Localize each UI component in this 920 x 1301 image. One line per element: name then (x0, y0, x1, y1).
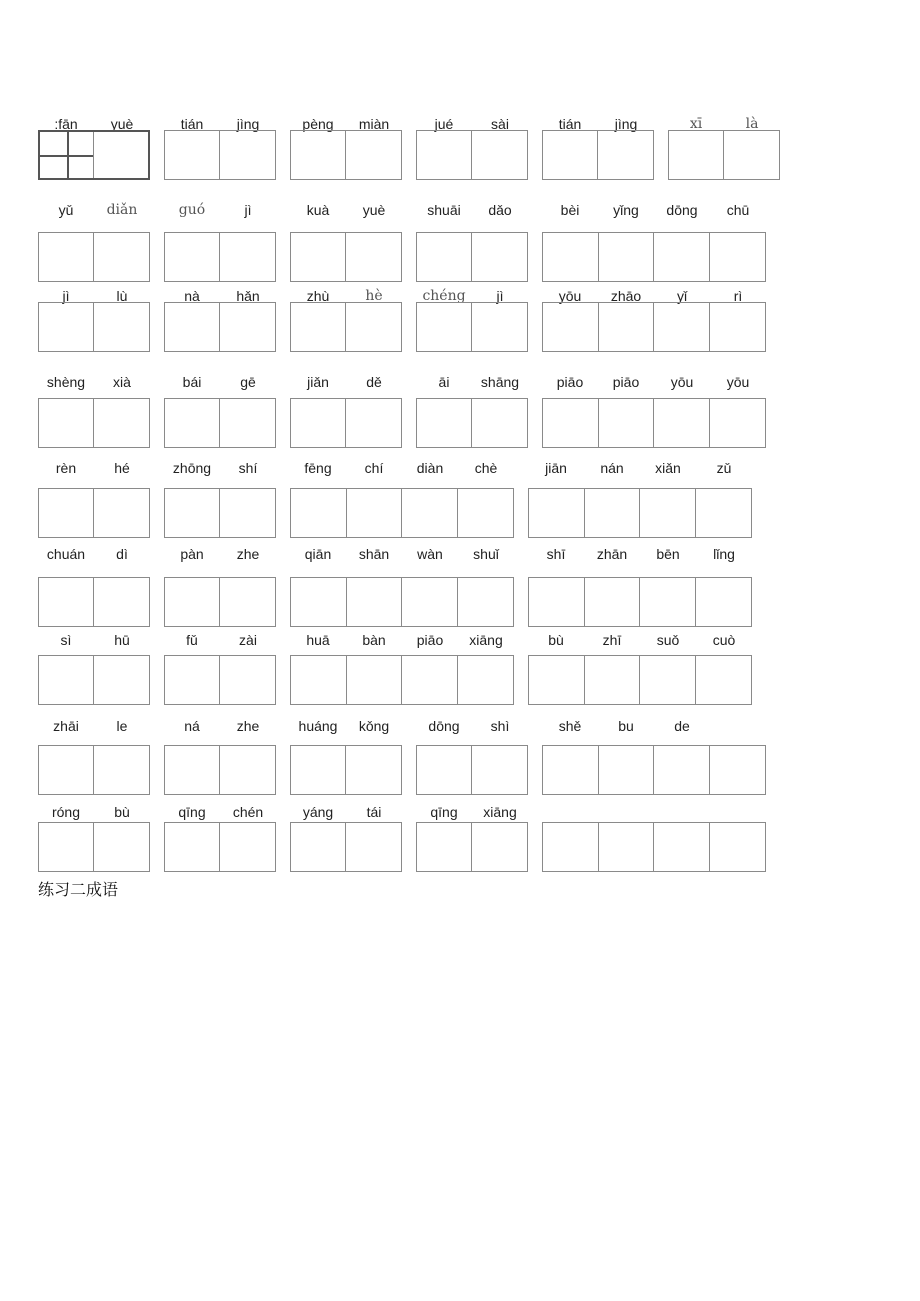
pinyin-label: huáng (298, 718, 338, 734)
character-box-group (164, 577, 276, 627)
character-cell[interactable] (291, 578, 347, 626)
character-cell[interactable] (543, 823, 599, 871)
character-cell[interactable] (710, 746, 766, 794)
character-cell[interactable] (165, 578, 220, 626)
character-cell[interactable] (402, 578, 458, 626)
pinyin-label: qīng (178, 804, 206, 820)
pinyin-label: cuò (712, 632, 736, 648)
pinyin-label: qīng (430, 804, 458, 820)
pinyin-label: fēng (304, 460, 332, 476)
character-cell[interactable] (710, 823, 766, 871)
pinyin-label: dǎo (488, 202, 512, 218)
character-cell[interactable] (94, 823, 149, 871)
character-box-group (528, 488, 752, 538)
character-box-group (38, 130, 150, 180)
pinyin-label: piāo (416, 632, 444, 648)
character-cell[interactable] (417, 399, 472, 447)
pinyin-label: xiāng (469, 632, 503, 648)
pinyin-label: shān (358, 546, 390, 562)
character-cell[interactable] (220, 656, 275, 704)
character-cell[interactable] (220, 233, 275, 281)
character-cell[interactable] (640, 656, 696, 704)
character-cell[interactable] (585, 489, 641, 537)
pinyin-label: shì (490, 718, 510, 734)
character-cell[interactable] (669, 131, 724, 179)
character-box-group (38, 398, 150, 448)
pinyin-label: shuāi (427, 202, 461, 218)
pinyin-label: pàn (180, 546, 204, 562)
pinyin-label: miàn (358, 116, 390, 132)
character-cell[interactable] (39, 303, 94, 351)
character-cell[interactable] (291, 656, 347, 704)
pinyin-label: shí (238, 460, 258, 476)
character-cell[interactable] (654, 746, 710, 794)
character-box-group (542, 398, 766, 448)
character-cell[interactable] (94, 132, 148, 178)
character-cell[interactable] (346, 303, 401, 351)
pinyin-label: bù (548, 632, 564, 648)
character-cell[interactable] (472, 303, 527, 351)
character-cell[interactable] (165, 656, 220, 704)
pinyin-label: zhī (602, 632, 622, 648)
character-cell[interactable] (402, 656, 458, 704)
character-cell[interactable] (585, 656, 641, 704)
character-box-group (38, 488, 150, 538)
pinyin-label: yǐng (613, 202, 639, 218)
character-cell[interactable] (39, 578, 94, 626)
character-cell[interactable] (291, 489, 347, 537)
character-box-group (542, 130, 654, 180)
pinyin-label: yuè (110, 116, 134, 132)
character-cell[interactable] (220, 578, 275, 626)
pinyin-label: diàn (416, 460, 444, 476)
character-cell[interactable] (585, 578, 641, 626)
character-cell[interactable] (94, 746, 149, 794)
pinyin-label: dì (116, 546, 128, 562)
character-cell[interactable] (640, 578, 696, 626)
character-cell[interactable] (165, 823, 220, 871)
pinyin-label: hè (365, 288, 383, 304)
pinyin-label: yōu (670, 374, 694, 390)
pinyin-label: tái (366, 804, 382, 820)
pinyin-label: chén (232, 804, 264, 820)
character-cell[interactable] (346, 746, 401, 794)
pinyin-label: tián (558, 116, 582, 132)
pinyin-label: lù (116, 288, 128, 304)
pinyin-label: jiǎn (307, 374, 329, 390)
character-cell[interactable] (291, 399, 346, 447)
pinyin-label: yōu (726, 374, 750, 390)
pinyin-label: xiāng (483, 804, 517, 820)
pinyin-label: zhe (236, 546, 260, 562)
character-box-group (416, 822, 528, 872)
character-cell[interactable] (543, 746, 599, 794)
character-cell[interactable] (529, 656, 585, 704)
pinyin-label: hū (114, 632, 130, 648)
pinyin-label: piāo (556, 374, 584, 390)
pinyin-label: gē (240, 374, 256, 390)
character-box-group (38, 822, 150, 872)
character-cell[interactable] (696, 656, 752, 704)
character-cell[interactable] (94, 489, 149, 537)
pinyin-label: bèi (560, 202, 580, 218)
character-cell[interactable] (710, 233, 766, 281)
character-cell[interactable] (346, 823, 401, 871)
character-cell[interactable] (165, 233, 220, 281)
character-cell[interactable] (543, 303, 599, 351)
pinyin-label: zài (239, 632, 257, 648)
character-cell[interactable] (39, 233, 94, 281)
pinyin-label: nán (600, 460, 624, 476)
character-box-group (38, 232, 150, 282)
pinyin-label: kǒng (358, 718, 390, 734)
pinyin-label: xī (689, 116, 703, 132)
character-box-group (542, 822, 766, 872)
character-cell[interactable] (346, 131, 401, 179)
character-box-group (290, 745, 402, 795)
character-cell[interactable] (599, 303, 655, 351)
character-cell[interactable] (402, 489, 458, 537)
character-box-group (528, 577, 752, 627)
pinyin-label: zhāi (53, 718, 79, 734)
character-box-group (38, 577, 150, 627)
pinyin-label: chè (474, 460, 498, 476)
character-cell[interactable] (417, 746, 472, 794)
character-cell[interactable] (291, 303, 346, 351)
pinyin-label: bàn (362, 632, 386, 648)
character-cell[interactable] (94, 303, 149, 351)
pinyin-label: hǎn (236, 288, 260, 304)
pinyin-label: lǐng (713, 546, 735, 562)
character-cell[interactable] (417, 823, 472, 871)
character-cell[interactable] (347, 656, 403, 704)
character-box-group (290, 822, 402, 872)
pinyin-label: dōng (428, 718, 460, 734)
character-cell[interactable] (220, 489, 275, 537)
pinyin-label: sì (60, 632, 72, 648)
character-box-group (38, 655, 150, 705)
character-cell[interactable] (291, 823, 346, 871)
pinyin-label: qiān (304, 546, 332, 562)
pinyin-label: chuán (46, 546, 86, 562)
pinyin-label: :fān (54, 116, 78, 132)
character-cell[interactable] (39, 656, 94, 704)
pinyin-label: shě (558, 718, 582, 734)
character-cell[interactable] (529, 578, 585, 626)
character-cell[interactable] (696, 578, 752, 626)
pinyin-label: jiān (545, 460, 567, 476)
pinyin-label: zhù (306, 288, 330, 304)
character-box-group (290, 232, 402, 282)
character-cell[interactable] (543, 233, 599, 281)
character-cell[interactable] (165, 131, 220, 179)
character-cell[interactable] (654, 233, 710, 281)
character-cell[interactable] (39, 489, 94, 537)
character-cell[interactable] (291, 746, 346, 794)
pinyin-label: jì (244, 202, 252, 218)
character-box-group (290, 302, 402, 352)
character-cell[interactable] (220, 823, 275, 871)
character-cell[interactable] (220, 399, 275, 447)
character-cell[interactable] (165, 399, 220, 447)
character-box-group (164, 302, 276, 352)
pinyin-label: huā (306, 632, 330, 648)
pinyin-label: chū (726, 202, 750, 218)
pinyin-label: shuǐ (473, 546, 499, 562)
character-cell[interactable] (291, 233, 346, 281)
pinyin-label: zhe (236, 718, 260, 734)
character-box-group (164, 745, 276, 795)
pinyin-label: tián (180, 116, 204, 132)
pinyin-label: bái (182, 374, 202, 390)
character-box-group (164, 130, 276, 180)
pinyin-label: zhāo (610, 288, 642, 304)
character-box-group (290, 577, 514, 627)
character-cell[interactable] (472, 233, 527, 281)
pinyin-label: zhān (596, 546, 628, 562)
character-cell[interactable] (417, 303, 472, 351)
pinyin-label: ná (184, 718, 200, 734)
pinyin-label: jìng (236, 116, 260, 132)
character-cell[interactable] (472, 746, 527, 794)
character-cell[interactable] (598, 131, 653, 179)
character-box-group (542, 745, 766, 795)
character-box-group (164, 655, 276, 705)
character-box-group (542, 232, 766, 282)
pinyin-label: sài (491, 116, 509, 132)
character-box-group (416, 745, 528, 795)
pinyin-label: dōng (666, 202, 698, 218)
pinyin-label: shāng (480, 374, 520, 390)
character-cell[interactable] (220, 131, 275, 179)
pinyin-label: rèn (55, 460, 77, 476)
pinyin-label: fǔ (186, 632, 198, 648)
pinyin-label: nà (184, 288, 200, 304)
pinyin-label: róng (51, 804, 81, 820)
pinyin-label: zhōng (172, 460, 212, 476)
pinyin-label: yáng (302, 804, 334, 820)
character-cell[interactable] (40, 132, 94, 178)
character-box-group (416, 130, 528, 180)
character-cell[interactable] (94, 233, 149, 281)
character-cell[interactable] (654, 823, 710, 871)
character-cell[interactable] (696, 489, 752, 537)
character-box-group (290, 488, 514, 538)
pinyin-label: yǐ (676, 288, 688, 304)
pinyin-label: wàn (417, 546, 443, 562)
character-box-group (164, 398, 276, 448)
pinyin-label: shèng (46, 374, 86, 390)
character-box-group (164, 822, 276, 872)
character-cell[interactable] (472, 823, 527, 871)
character-box-group (668, 130, 780, 180)
character-cell[interactable] (640, 489, 696, 537)
pinyin-label: xià (113, 374, 131, 390)
character-cell[interactable] (165, 746, 220, 794)
character-cell[interactable] (346, 399, 401, 447)
pinyin-label: le (116, 718, 128, 734)
character-cell[interactable] (346, 233, 401, 281)
pinyin-label: chí (364, 460, 384, 476)
pinyin-label: rì (733, 288, 743, 304)
character-box-group (164, 232, 276, 282)
character-box-group (416, 302, 528, 352)
character-cell[interactable] (458, 489, 514, 537)
character-box-group (290, 398, 402, 448)
character-cell[interactable] (654, 303, 710, 351)
character-cell[interactable] (417, 131, 472, 179)
character-cell[interactable] (220, 746, 275, 794)
character-cell[interactable] (94, 656, 149, 704)
section-title: 练习二成语 (38, 880, 119, 899)
pinyin-label: là (745, 116, 759, 132)
character-box-group (528, 655, 752, 705)
character-cell[interactable] (94, 578, 149, 626)
pinyin-label: jì (496, 288, 504, 304)
character-box-group (38, 745, 150, 795)
character-cell[interactable] (543, 131, 598, 179)
pinyin-label: suǒ (656, 632, 680, 648)
pinyin-label: pèng (302, 116, 334, 132)
character-cell[interactable] (599, 746, 655, 794)
pinyin-label: diǎn (106, 202, 138, 218)
character-cell[interactable] (543, 399, 599, 447)
character-cell[interactable] (458, 656, 514, 704)
pinyin-label: chéng (422, 288, 466, 304)
pinyin-label: bù (114, 804, 130, 820)
character-cell[interactable] (599, 399, 655, 447)
pinyin-label: guó (178, 202, 206, 218)
pinyin-label: de (674, 718, 690, 734)
pinyin-label: piāo (612, 374, 640, 390)
pinyin-label: yuè (362, 202, 386, 218)
pinyin-label: bēn (656, 546, 680, 562)
character-box-group (290, 130, 402, 180)
character-cell[interactable] (599, 823, 655, 871)
character-cell[interactable] (724, 131, 779, 179)
pinyin-label: jìng (614, 116, 638, 132)
pinyin-label: shī (546, 546, 566, 562)
character-cell[interactable] (710, 303, 766, 351)
pinyin-label: dě (366, 374, 382, 390)
character-box-group (416, 398, 528, 448)
pinyin-label: āi (438, 374, 450, 390)
character-cell[interactable] (347, 489, 403, 537)
character-box-group (38, 302, 150, 352)
character-cell[interactable] (599, 233, 655, 281)
character-cell[interactable] (417, 233, 472, 281)
pinyin-label: bu (618, 718, 634, 734)
character-cell[interactable] (458, 578, 514, 626)
pinyin-label: kuà (306, 202, 330, 218)
character-cell[interactable] (220, 303, 275, 351)
character-cell[interactable] (472, 399, 527, 447)
character-cell[interactable] (710, 399, 766, 447)
pinyin-label: jì (62, 288, 70, 304)
pinyin-label: zǔ (716, 460, 732, 476)
character-box-group (542, 302, 766, 352)
character-cell[interactable] (529, 489, 585, 537)
character-cell[interactable] (94, 399, 149, 447)
character-box-group (290, 655, 514, 705)
character-cell[interactable] (165, 303, 220, 351)
character-box-group (164, 488, 276, 538)
character-cell[interactable] (654, 399, 710, 447)
pinyin-label: yōu (558, 288, 582, 304)
character-cell[interactable] (165, 489, 220, 537)
pinyin-label: jué (434, 116, 454, 132)
character-cell[interactable] (347, 578, 403, 626)
character-cell[interactable] (472, 131, 527, 179)
pinyin-label: hé (114, 460, 130, 476)
character-cell[interactable] (39, 823, 94, 871)
character-cell[interactable] (39, 746, 94, 794)
character-cell[interactable] (39, 399, 94, 447)
character-cell[interactable] (291, 131, 346, 179)
pinyin-label: xiǎn (655, 460, 681, 476)
pinyin-label: yǔ (58, 202, 74, 218)
character-box-group (416, 232, 528, 282)
